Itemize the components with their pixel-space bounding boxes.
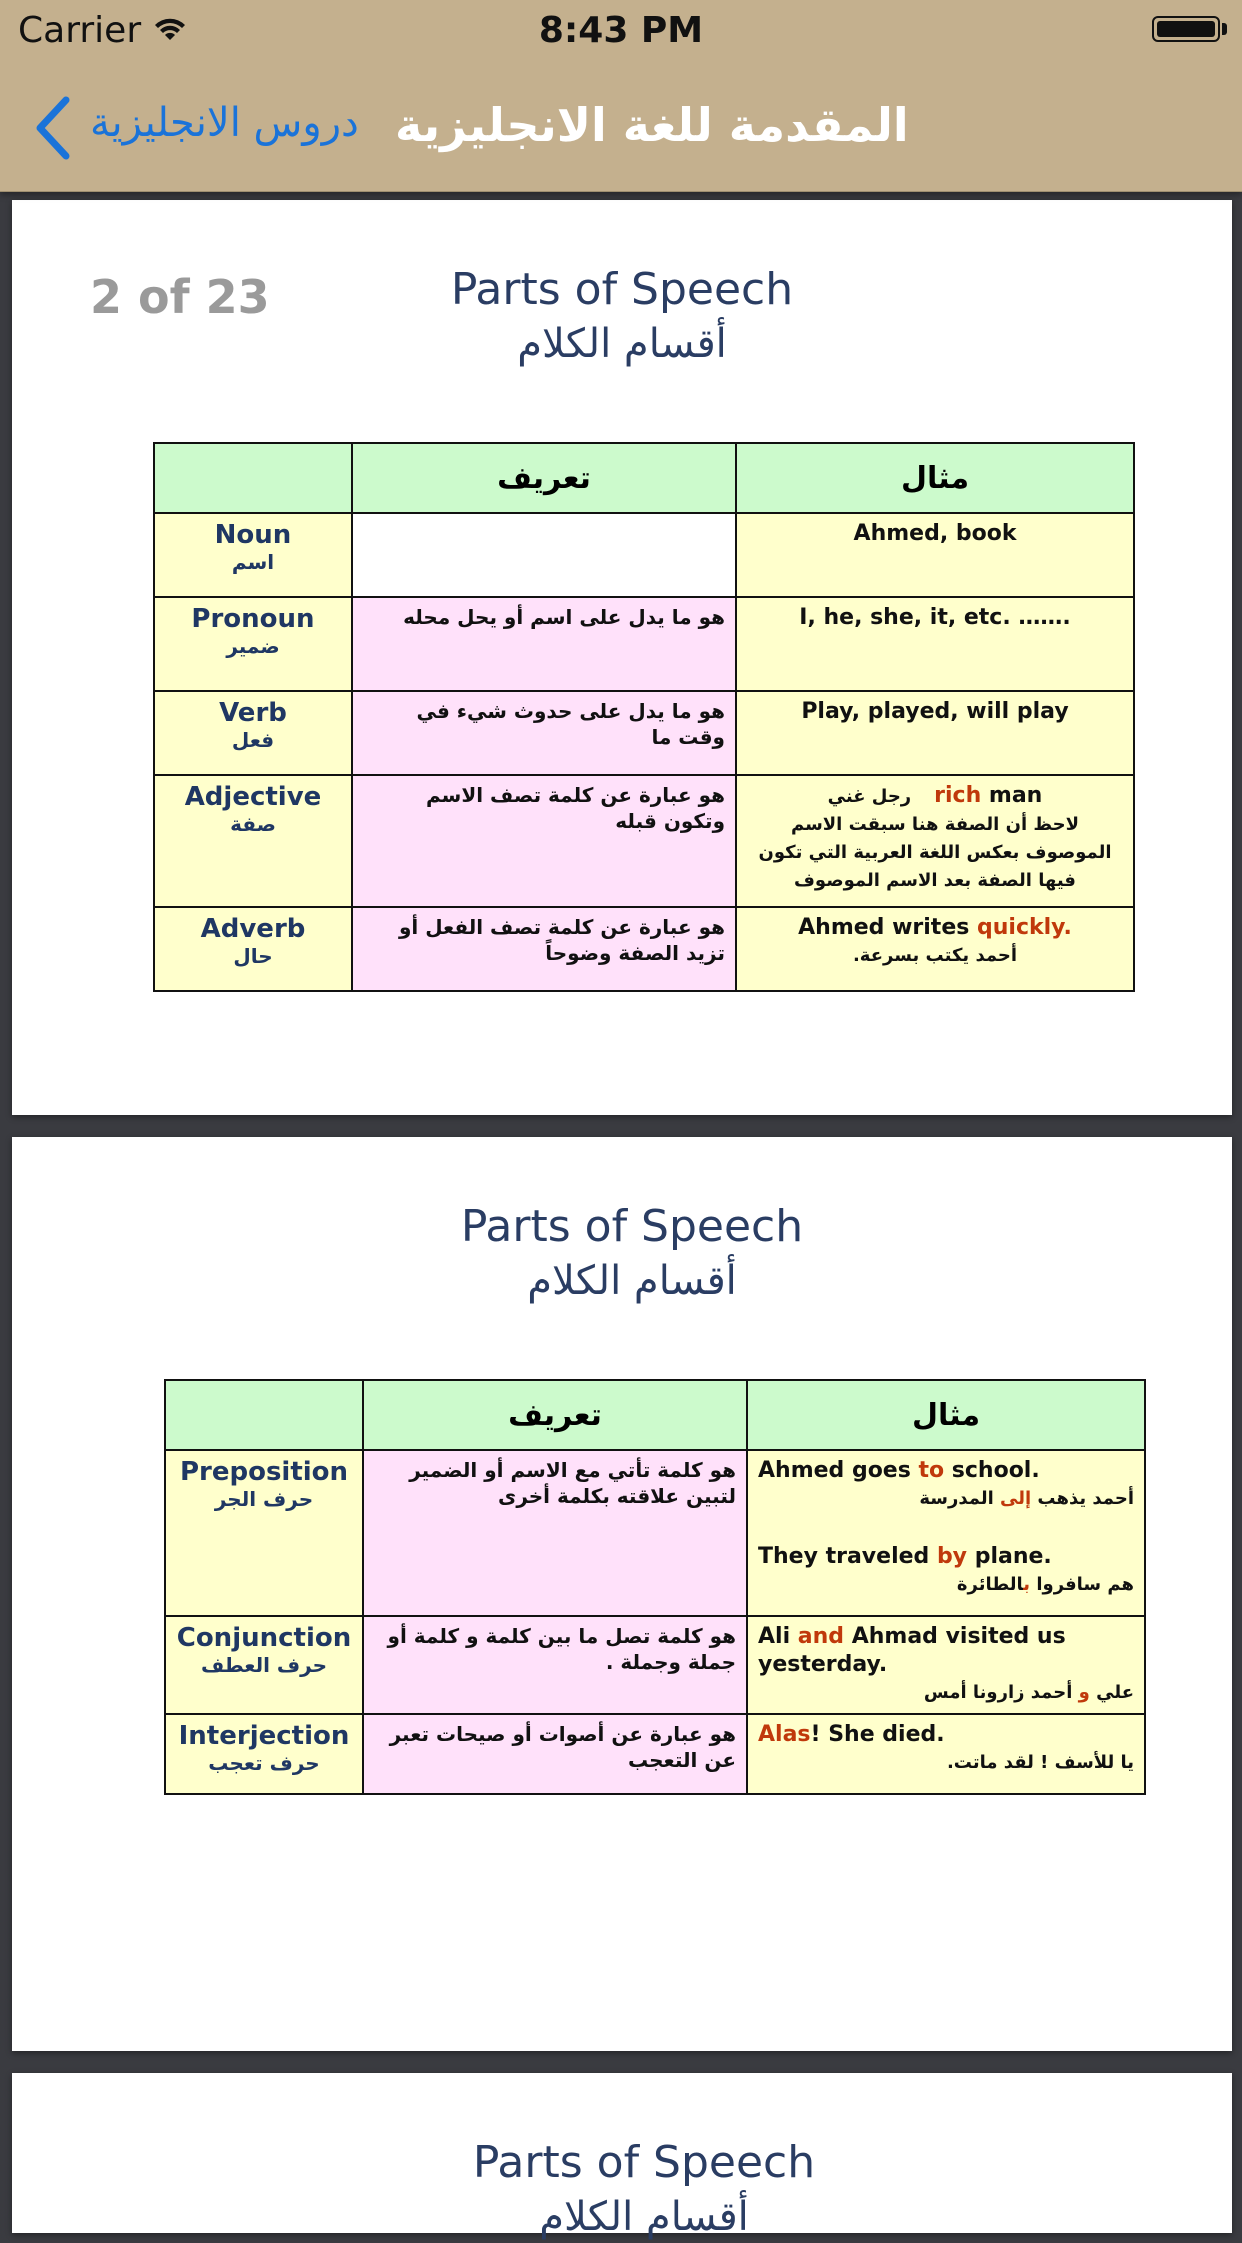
back-chevron-icon[interactable] (34, 96, 74, 160)
definition-cell (352, 513, 736, 597)
example-ar-post: الطائرة (956, 1574, 1024, 1595)
example-ar-post: المدرسة (919, 1488, 1001, 1509)
example-pre: Ali (758, 1624, 798, 1649)
example-ar-inline: رجل غني (827, 786, 912, 807)
document-page-3[interactable] (12, 2073, 1232, 2240)
definition-cell: هو كلمة تأتي مع الاسم أو الضمير لتبين علاقته بكلمة أخرى (363, 1450, 747, 1616)
slide-title-ar: أقسام الكلام (527, 1258, 737, 1304)
carrier-label: Carrier (18, 10, 142, 51)
term-ar: حرف العطف (200, 1653, 327, 1677)
table-row (165, 1450, 1145, 1616)
example-2 (758, 1544, 1052, 1569)
term-ar: صفة (230, 812, 276, 836)
example-1-ar (758, 1485, 1134, 1513)
term-en: Adverb (200, 914, 306, 944)
header-empty (165, 1380, 363, 1450)
example-text (747, 914, 1123, 942)
example-ar-highlight: إلى (1000, 1488, 1032, 1509)
example-ar: يا للأسف ! لقد ماتت. (946, 1752, 1134, 1773)
example-1 (758, 1458, 1040, 1483)
table-row (154, 691, 1134, 775)
term-ar: حرف الجر (214, 1487, 314, 1511)
example-post: school. (944, 1458, 1040, 1483)
example-pre: Ahmed goes (758, 1458, 919, 1483)
example-highlight: by (936, 1544, 968, 1569)
example-highlight: and (797, 1624, 845, 1649)
status-time: 8:43 PM (538, 10, 704, 51)
back-button[interactable]: دروس الانجليزية (90, 100, 359, 146)
example-ar-post: أحمد زارونا أمس (923, 1682, 1079, 1703)
example-text: Ahmed, book (853, 521, 1017, 546)
battery-icon (1152, 16, 1220, 42)
nav-title: المقدمة للغة الانجليزية (395, 98, 909, 152)
slide-title-en: Parts of Speech (460, 1201, 804, 1252)
slide-title-ar: أقسام الكلام (517, 321, 727, 367)
table-row (154, 907, 1134, 991)
term-en: Preposition (179, 1457, 349, 1487)
example-highlight: to (918, 1458, 945, 1483)
header-example: مثال (736, 443, 1134, 513)
definition-cell: هو ما يدل على اسم أو يحل محله (352, 597, 736, 691)
table-row (165, 1714, 1145, 1794)
example-ar-highlight: ب (1023, 1574, 1031, 1595)
definition-cell: هو عبارة عن كلمة تصف الفعل أو تزيد الصفة وضوحاً (352, 907, 736, 991)
example-ar: أحمد يكتب بسرعة. (852, 945, 1018, 966)
term-ar: حال (233, 944, 273, 968)
term-en: Verb (219, 698, 287, 728)
example-note: لاحظ أن الصفة هنا سبقت الاسم الموصوف بعكس اللغة العربية التي تكون فيها الصفة بعد الاسم الموصوف (758, 814, 1112, 891)
slide-title-ar: أقسام الكلام (539, 2194, 749, 2240)
page-counter: 2 of 23 (90, 270, 270, 324)
example-text: Play, played, will play (801, 699, 1069, 724)
slide-title-en: Parts of Speech (472, 2137, 816, 2188)
example-post: ! She died. (810, 1722, 945, 1747)
table-row (154, 513, 1134, 597)
example-ar-pre: هم سافروا (1030, 1574, 1134, 1595)
example-pre: Ahmed writes (798, 915, 977, 940)
header-definition: تعريف (352, 443, 736, 513)
table-row (154, 775, 1134, 907)
term-en: Pronoun (191, 604, 315, 634)
slide-title (12, 262, 1232, 370)
term-en: Noun (214, 520, 292, 550)
header-definition: تعريف (363, 1380, 747, 1450)
navigation-bar (0, 0, 1242, 192)
term-en: Interjection (178, 1721, 350, 1751)
slide-title (34, 2135, 1242, 2243)
slide-title-en: Parts of Speech (450, 264, 794, 315)
example-text: I, he, she, it, etc. ……. (799, 605, 1071, 630)
example-pre: They traveled (758, 1544, 937, 1569)
example-ar (758, 1679, 1134, 1707)
example-ar-pre: علي (1089, 1682, 1134, 1703)
header-empty (154, 443, 352, 513)
document-page-1[interactable] (12, 200, 1232, 1115)
example-text (747, 782, 1123, 811)
definition-cell: هو ما يدل على حدوث شيء في وقت ما (352, 691, 736, 775)
definition-cell: هو عبارة عن أصوات أو صيحات تعبر عن التعجب (363, 1714, 747, 1794)
example-rest: man (981, 783, 1043, 808)
example-text (758, 1624, 1066, 1677)
example-highlight: quickly. (977, 915, 1072, 940)
parts-of-speech-table (164, 1379, 1146, 1795)
example-2-ar (758, 1571, 1134, 1599)
term-ar: فعل (231, 728, 275, 752)
document-page-2[interactable] (12, 1137, 1232, 2051)
term-ar: ضمير (226, 634, 280, 658)
slide-title (22, 1199, 1242, 1307)
example-post: plane. (967, 1544, 1052, 1569)
example-highlight: Alas (758, 1722, 811, 1747)
example-post: Ahmad visited us yesterday. (758, 1624, 1066, 1677)
example-ar-highlight: و (1078, 1682, 1090, 1703)
term-ar: حرف تعجب (208, 1751, 320, 1775)
definition-cell: هو كلمة تصل ما بين كلمة و كلمة أو جملة وجملة . (363, 1616, 747, 1714)
example-ar-pre: أحمد يذهب (1031, 1488, 1134, 1509)
term-ar: اسم (231, 550, 275, 574)
header-example: مثال (747, 1380, 1145, 1450)
parts-of-speech-table (153, 442, 1135, 992)
example-text (758, 1722, 945, 1747)
example-highlight: rich (934, 783, 982, 808)
term-en: Adjective (184, 782, 322, 812)
battery-tip (1222, 23, 1227, 35)
term-en: Conjunction (176, 1623, 352, 1653)
definition-cell: هو عبارة عن كلمة تصف الاسم وتكون قبله (352, 775, 736, 907)
table-row (165, 1616, 1145, 1714)
table-row (154, 597, 1134, 691)
